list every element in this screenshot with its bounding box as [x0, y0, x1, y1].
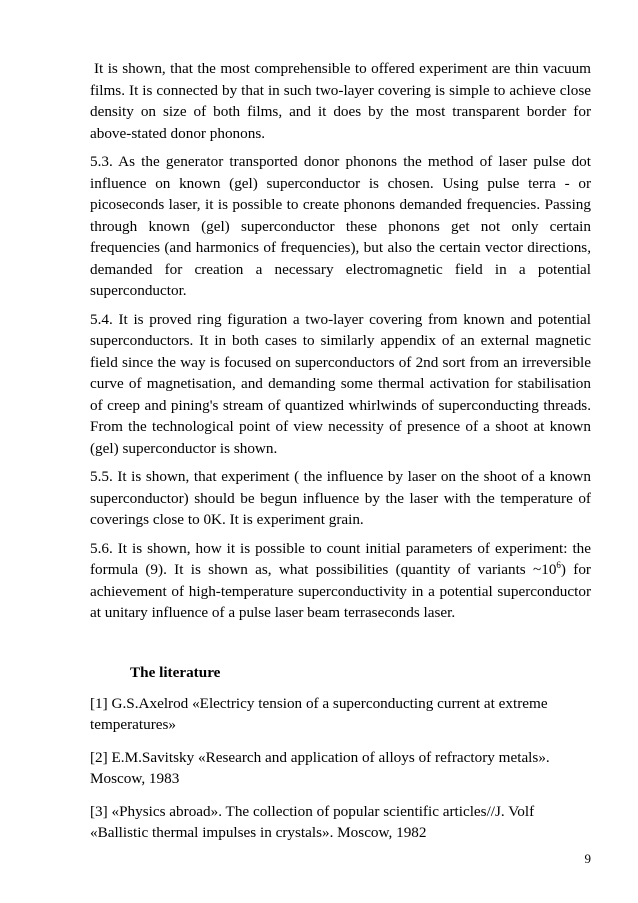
- reference-item: [1] G.S.Axelrod «Electricy tension of a superconducting current at extreme temperatures»: [90, 694, 548, 733]
- paragraph-5-6-text-a: 5.6. It is shown, how it is possible to count initial parameters of experiment: the formula (9). It is shown as, what possibilities (quantity of variants ~10: [90, 539, 591, 578]
- document-page: [90, 58, 591, 855]
- paragraph-5-4: 5.4. It is proved ring figuration a two-layer covering from known and potential superconductors. It in both cases to similarly appendix of an external magnetic field since the way is focused on superconductors of 2nd sort from an irreversible curve of magnetisation, and demanding some thermal activation for stabilisation of creep and pining's stream of quantized whirlwinds of superconducting threads. From the technological point of view necessity of presence of a shoot at known (gel) superconductor is shown.: [90, 310, 591, 457]
- paragraph-5-6-text-b: ) for achievement of high-temperature superconductivity in a potential superconductor at unitary influence of a pulse laser beam terraseconds laser.: [90, 561, 591, 621]
- paragraph-thin-films: It is shown, that the most comprehensible to offered experiment are thin vacuum films. It is connected by that in such two-layer covering is simple to achieve close density on size of both films, and it does by the most transparent border for above-stated donor phonons.: [90, 60, 591, 142]
- literature-heading: The literature: [130, 663, 221, 681]
- exponent: 6: [556, 559, 561, 570]
- paragraph-5-5: 5.5. It is shown, that experiment ( the influence by laser on the shoot of a known superconductor) should be begun influence by the laser with the temperature of coverings close to 0K. It is experiment grain.: [90, 468, 591, 528]
- paragraph-5-6: [90, 538, 591, 624]
- reference-item: [2] E.M.Savitsky «Research and application of alloys of refractory metals». Moscow, 1983: [90, 748, 550, 787]
- page-number: 9: [584, 851, 591, 866]
- paragraph-5-3: 5.3. As the generator transported donor phonons the method of laser pulse dot influence on known (gel) superconductor is chosen. Using pulse terra - or picoseconds laser, it is possible to create phonons demanded frequencies. Passing through known (gel) superconductor these phonons get not only certain frequencies (and harmonics of frequencies), but also the certain vector directions, demanded for creation a necessary electromagnetic field in a potential superconductor.: [90, 153, 591, 299]
- reference-item: [3] «Physics abroad». The collection of popular scientific articles//J. Volf «Ballistic thermal impulses in crystals». Moscow, 1982: [90, 802, 535, 841]
